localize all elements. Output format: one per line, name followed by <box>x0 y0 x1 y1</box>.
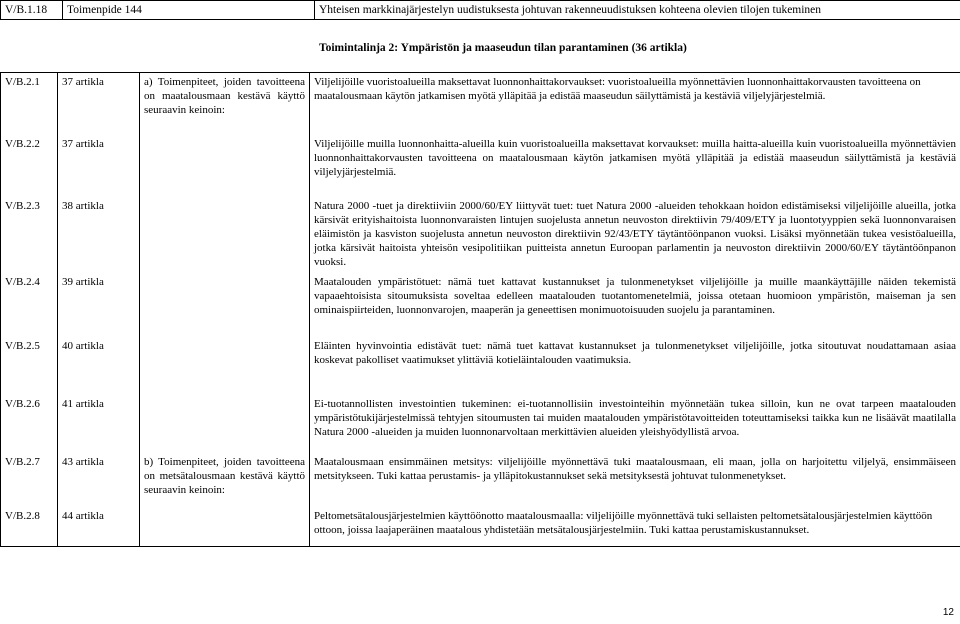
table-row <box>1 507 960 547</box>
table-row <box>1 337 960 395</box>
table-row <box>1 135 960 197</box>
header-code: V/B.1.18 <box>1 1 63 20</box>
table-row <box>1 395 960 453</box>
table-row <box>1 273 960 337</box>
row-article: 37 artikla <box>58 135 140 197</box>
row-code: V/B.2.2 <box>5 137 40 150</box>
row-measure <box>140 395 310 453</box>
measures-table <box>0 72 960 547</box>
row-text: Maatalousmaan ensimmäinen metsitys: viljelijöille myönnettävä tuki maatalousmaan, eli maan, jolla on harjoitettu viljelyä, ensimmäiseen metsitykseen. Tuki kattaa perustamis- ja ylläpitokustannukset sekä metsityksestä johtuvat tulonmenetykset. <box>310 453 960 507</box>
row-article: 38 artikla <box>58 197 140 273</box>
section-subtitle: Toimintalinja 2: Ympäristön ja maaseudun tilan parantaminen (36 artikla) <box>319 42 687 54</box>
header-title: Yhteisen markkinajärjestelyn uudistuksesta johtuvan rakenneuudistuksen kohteena olevien tilojen tukeminen <box>315 1 960 20</box>
page-number: 12 <box>942 607 954 618</box>
table-row <box>1 197 960 273</box>
row-article: 37 artikla <box>58 73 140 135</box>
row-code: V/B.2.3 <box>5 199 40 212</box>
row-measure <box>140 507 310 547</box>
row-article: 41 artikla <box>58 395 140 453</box>
row-code: V/B.2.4 <box>5 275 40 288</box>
table-row <box>1 453 960 507</box>
table-row <box>1 73 960 135</box>
row-measure <box>140 135 310 197</box>
header-table <box>0 0 960 20</box>
row-article: 40 artikla <box>58 337 140 395</box>
row-text: Viljelijöille muilla luonnonhaitta-alueilla kuin vuoristoalueilla maksettavat korvaukset: muilla haitta-alueilla kuin vuoristoalueilla myönnettävien luonnonhaittakorvausten tavoitteena on maatalousmaan käytön jatkamisen myötä ylläpitää ja edistää maaseudun säilyttämistä ja kestäviä viljelyjärjestelmiä. <box>310 135 960 197</box>
row-measure <box>140 197 310 273</box>
row-text: Peltometsätalousjärjestelmien käyttöönotto maatalousmaalla: viljelijöille myönnettävä tuki sellaisten peltometsätalousjärjestelmien käyttöön ottoon, joissa laajaperäinen maatalous yhdistetään metsätalousjärjestelmiin. Tuki kattaa perustamiskustannukset. <box>310 507 960 547</box>
row-text: Maatalouden ympäristötuet: nämä tuet kattavat kustannukset ja tulonmenetykset viljelijöille ja muille maankäyttäjille näiden tekemistä vapaaehtoisista sitoumuksista soveltaa edelleen maatalouden tuotantomenetelmiä, joissa otetaan huomioon ympäristön, maiseman ja sen ominaispiirteiden, luonnonvarojen, maaperän ja geneettisen monimuotoisuuden suojelu ja parantaminen. <box>310 273 960 337</box>
row-measure: b) Toimenpiteet, joiden tavoitteena on metsätalousmaan kestävä käyttö seuraavin keinoin: <box>140 453 310 507</box>
row-code: V/B.2.6 <box>5 397 40 410</box>
row-measure <box>140 273 310 337</box>
row-code: V/B.2.7 <box>5 455 40 468</box>
row-text: Natura 2000 -tuet ja direktiiviin 2000/60/EY liittyvät tuet: tuet Natura 2000 -alueiden tehokkaan hoidon edistämiseksi viljelijöille alueilla, jotka kärsivät erityishaitoista luonnonvaraisten lintujen suojelusta annetun neuvoston direktiivin 79/409/ETY ja luontotyyppien sekä luonnonvaraisen eläimistön ja kasviston suojelusta annetun neuvoston direktiivin 92/43/ETY täytäntöönpanon vuoksi. Lisäksi myönnetään tukea vesistöalueilla, jotka kärsivät haitoista yhteisön vesipolitiikan puitteista annetun Euroopan parlamentin ja neuvoston direktiivin 2000/60/EY täytäntöönpanon vuoksi. <box>310 197 960 273</box>
row-code: V/B.2.8 <box>5 509 40 522</box>
row-code: V/B.2.1 <box>5 76 40 88</box>
header-measure: Toimenpide 144 <box>63 1 315 20</box>
row-text: Viljelijöille vuoristoalueilla maksettavat luonnonhaittakorvaukset: vuoristoalueilla myönnettävien luonnonhaittakorvausten tavoitteena on maatalousmaan käytön jatkamisen myötä ylläpitää ja edistää maaseudun säilyttämistä ja kestäviä viljelyjärjestelmiä. <box>310 73 960 135</box>
row-article: 43 artikla <box>58 453 140 507</box>
row-measure: a) Toimenpiteet, joiden tavoitteena on maatalousmaan kestävä käyttö seuraavin keinoin: <box>140 73 310 135</box>
row-text: Eläinten hyvinvointia edistävät tuet: nämä tuet kattavat kustannukset ja tulonmenetykset viljelijöille, jotka sitoutuvat noudattamaan asiaa koskevat pakolliset vaatimukset ylittäviä kotieläintalouden vaatimuksia. <box>310 337 960 395</box>
row-code: V/B.2.5 <box>5 339 40 352</box>
row-article: 39 artikla <box>58 273 140 337</box>
row-text: Ei-tuotannollisten investointien tukeminen: ei-tuotannollisiin investointeihin myönnetään tukea silloin, kun ne ovat tarpeen maatalouden ympäristötukijärjestelmissä tehtyjen sitoumusten tai muiden maatalouden ympäristötavoitteiden toteuttamiseksi taikka kun ne lisäävät maatilalla Natura 2000 -alueiden ja muiden luonnonarvoltaan merkittävien alueiden yleishyödyllistä arvoa. <box>310 395 960 453</box>
row-article: 44 artikla <box>58 507 140 547</box>
row-measure <box>140 337 310 395</box>
